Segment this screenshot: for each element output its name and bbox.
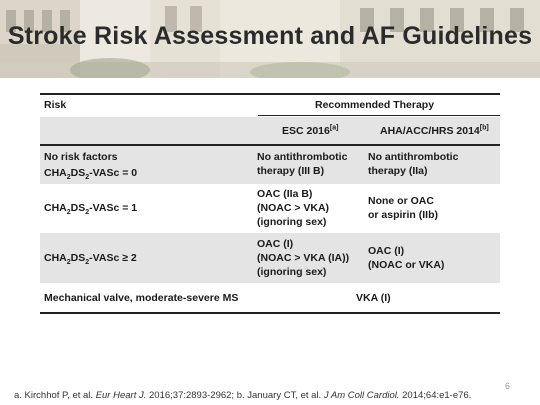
esc-cell: No antithrombotic therapy (III B) (257, 151, 348, 177)
aha-cell: OAC (I) (NOAC or VKA) (368, 245, 445, 271)
subheader-row (40, 117, 500, 144)
header-aha: AHA/ACC/HRS 2014[b] (380, 124, 489, 137)
table-top-rule (40, 93, 500, 95)
references-footnote: a. Kirchhof P, et al. Eur Heart J. 2016;37:2893-2962; b. January CT, et al. J Am Coll Cardiol. 2014;64:e1-e76. (14, 390, 472, 401)
table-bottom-rule (40, 312, 500, 314)
table-row (40, 184, 500, 233)
risk-cell: No risk factors $CHA_2DS_2$-VASc = 0 (44, 151, 138, 182)
combined-therapy-cell: VKA (I) (356, 292, 391, 304)
header-esc: ESC 2016[a] (282, 124, 339, 137)
risk-cell: $CHA_2DS_2$-VASc = 1 (44, 202, 138, 217)
esc-cell: OAC (I) (NOAC > VKA (IA)) (ignoring sex) (257, 238, 350, 278)
aha-cell: None or OAC or aspirin (IIb) (368, 195, 439, 221)
table-row (40, 146, 500, 184)
esc-cell: OAC (IIa B) (NOAC > VKA) (ignoring sex) (257, 188, 330, 228)
page-number: 6 (504, 381, 510, 391)
title-banner (0, 0, 540, 78)
table-row (40, 233, 500, 283)
risk-cell: $CHA_2DS_2$-VASc ≥ 2 (44, 252, 137, 267)
slide-title: Stroke Risk Assessment and AF Guidelines (7, 22, 533, 50)
header-sub-rule (258, 115, 500, 116)
header-recommended: Recommended Therapy (315, 99, 435, 111)
aha-cell: No antithrombotic therapy (IIa) (368, 151, 459, 177)
table-row (40, 283, 500, 311)
header-risk: Risk (44, 99, 67, 111)
risk-cell: Mechanical valve, moderate-severe MS (44, 292, 239, 304)
header-row (40, 98, 500, 112)
